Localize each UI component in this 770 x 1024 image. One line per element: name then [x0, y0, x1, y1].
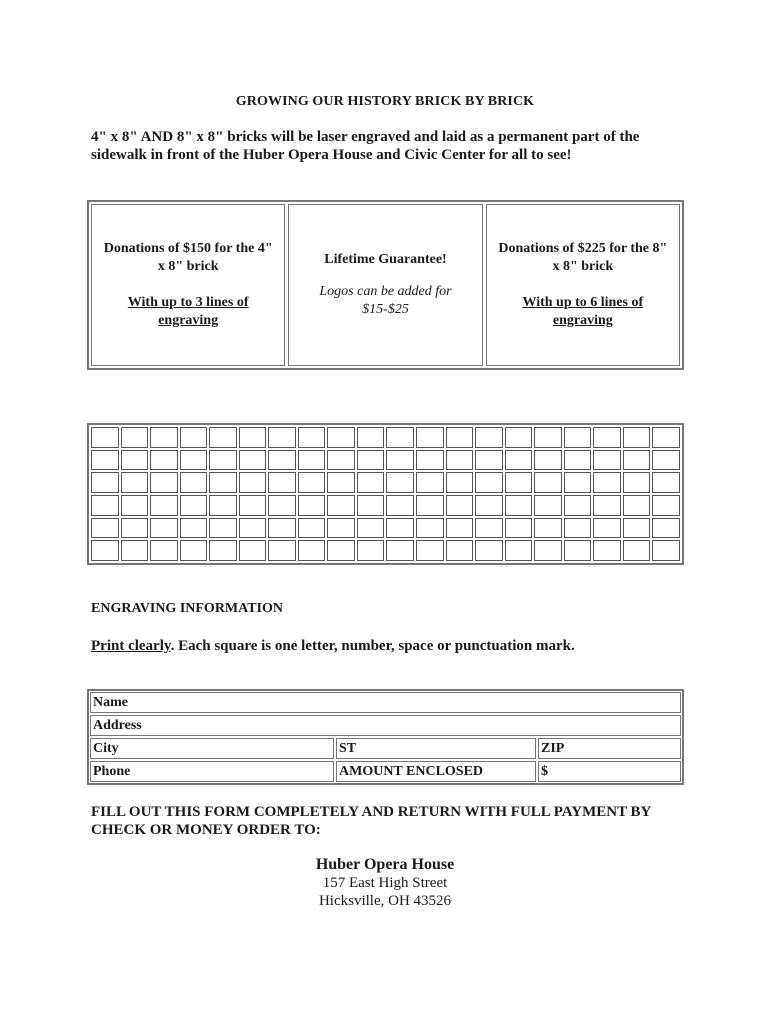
engraving-square[interactable]	[593, 495, 621, 516]
engraving-square[interactable]	[475, 495, 503, 516]
engraving-square[interactable]	[91, 495, 119, 516]
engraving-square[interactable]	[268, 540, 296, 561]
engraving-square[interactable]	[239, 495, 267, 516]
engraving-square[interactable]	[150, 495, 178, 516]
engraving-square[interactable]	[268, 450, 296, 471]
engraving-square[interactable]	[534, 472, 562, 493]
engraving-square[interactable]	[91, 540, 119, 561]
engraving-square[interactable]	[150, 518, 178, 539]
engraving-square[interactable]	[505, 518, 533, 539]
engraving-square[interactable]	[121, 450, 149, 471]
engraving-square[interactable]	[209, 518, 237, 539]
engraving-square[interactable]	[150, 540, 178, 561]
amount-enclosed-label: AMOUNT ENCLOSED	[336, 761, 536, 782]
engraving-square[interactable]	[564, 450, 592, 471]
contact-form	[87, 689, 684, 785]
engraving-square[interactable]	[327, 427, 355, 448]
phone-field[interactable]: Phone	[90, 761, 334, 782]
amount-field[interactable]: $	[538, 761, 681, 782]
engraving-square[interactable]	[298, 472, 326, 493]
engraving-square[interactable]	[505, 450, 533, 471]
engraving-square[interactable]	[298, 495, 326, 516]
engraving-square[interactable]	[180, 472, 208, 493]
engraving-square[interactable]	[386, 427, 414, 448]
engraving-square[interactable]	[593, 518, 621, 539]
mailing-address	[0, 856, 770, 910]
engraving-square[interactable]	[564, 427, 592, 448]
engraving-square[interactable]	[327, 450, 355, 471]
print-clearly: Print clearly	[91, 638, 171, 654]
engraving-square[interactable]	[534, 518, 562, 539]
engraving-square[interactable]	[209, 472, 237, 493]
zip-field[interactable]: ZIP	[538, 738, 681, 759]
engraving-instructions	[91, 637, 691, 655]
engraving-square[interactable]	[91, 427, 119, 448]
engraving-square[interactable]	[564, 495, 592, 516]
engraving-square[interactable]	[505, 427, 533, 448]
engraving-square[interactable]	[239, 450, 267, 471]
engraving-square[interactable]	[652, 518, 680, 539]
name-field[interactable]: Name	[90, 692, 681, 713]
city-state-zip: Hicksville, OH 43526	[318, 893, 452, 909]
engraving-square[interactable]	[386, 495, 414, 516]
engraving-square[interactable]	[623, 495, 651, 516]
engraving-square[interactable]	[446, 540, 474, 561]
engraving-square[interactable]	[357, 472, 385, 493]
engraving-square[interactable]	[416, 472, 444, 493]
engraving-square[interactable]	[593, 450, 621, 471]
engraving-square[interactable]	[593, 472, 621, 493]
engraving-square[interactable]	[623, 450, 651, 471]
engraving-square[interactable]	[446, 472, 474, 493]
engraving-square[interactable]	[121, 427, 149, 448]
donation-4x8-lines: With up to 3 lines of engraving	[127, 295, 249, 328]
engraving-square[interactable]	[505, 540, 533, 561]
engraving-square[interactable]	[416, 495, 444, 516]
engraving-square[interactable]	[593, 427, 621, 448]
engraving-square[interactable]	[475, 540, 503, 561]
engraving-square[interactable]	[475, 518, 503, 539]
engraving-grid	[87, 423, 684, 565]
return-instructions: FILL OUT THIS FORM COMPLETELY AND RETURN WITH FULL PAYMENT BY CHECK OR MONEY ORDER TO:	[91, 804, 651, 838]
engraving-square[interactable]	[416, 450, 444, 471]
org-name: Huber Opera House	[315, 856, 455, 873]
engraving-square[interactable]	[91, 450, 119, 471]
engraving-square[interactable]	[298, 540, 326, 561]
engraving-square[interactable]	[623, 427, 651, 448]
engraving-square[interactable]	[121, 540, 149, 561]
instructions-text: . Each square is one letter, number, space or punctuation mark.	[170, 638, 575, 654]
engraving-square[interactable]	[505, 495, 533, 516]
engraving-square[interactable]	[121, 495, 149, 516]
donation-option-4x8	[91, 204, 285, 366]
engraving-square[interactable]	[180, 450, 208, 471]
engraving-square[interactable]	[298, 427, 326, 448]
engraving-square[interactable]	[416, 540, 444, 561]
city-field[interactable]: City	[90, 738, 334, 759]
engraving-square[interactable]	[357, 427, 385, 448]
engraving-square[interactable]	[298, 450, 326, 471]
engraving-square[interactable]	[564, 472, 592, 493]
engraving-square[interactable]	[268, 518, 296, 539]
engraving-square[interactable]	[268, 495, 296, 516]
lifetime-guarantee: Lifetime Guarantee!	[324, 252, 447, 267]
engraving-square[interactable]	[239, 518, 267, 539]
engraving-square[interactable]	[652, 427, 680, 448]
logos-note: Logos can be added for $15-$25	[319, 284, 452, 317]
engraving-square[interactable]	[386, 472, 414, 493]
engraving-square[interactable]	[150, 472, 178, 493]
engraving-square[interactable]	[209, 427, 237, 448]
engraving-square[interactable]	[534, 540, 562, 561]
engraving-square[interactable]	[209, 495, 237, 516]
donation-4x8-title: Donations of $150 for the 4" x 8" brick	[103, 241, 273, 274]
street: 157 East High Street	[322, 875, 448, 891]
engraving-square[interactable]	[91, 518, 119, 539]
lifetime-guarantee-cell	[288, 204, 482, 366]
page-title: GROWING OUR HISTORY BRICK BY BRICK	[235, 94, 535, 109]
engraving-square[interactable]	[534, 495, 562, 516]
engraving-square[interactable]	[534, 427, 562, 448]
donation-table	[87, 200, 684, 370]
engraving-square[interactable]	[239, 540, 267, 561]
engraving-square[interactable]	[209, 450, 237, 471]
engraving-square[interactable]	[652, 450, 680, 471]
engraving-square[interactable]	[505, 472, 533, 493]
engraving-square[interactable]	[416, 518, 444, 539]
engraving-square[interactable]	[268, 427, 296, 448]
donation-option-8x8	[486, 204, 680, 366]
engraving-square[interactable]	[180, 518, 208, 539]
engraving-square[interactable]	[180, 540, 208, 561]
engraving-square[interactable]	[564, 540, 592, 561]
engraving-square[interactable]	[446, 427, 474, 448]
engraving-square[interactable]	[209, 540, 237, 561]
engraving-square[interactable]	[268, 472, 296, 493]
engraving-square[interactable]	[416, 427, 444, 448]
engraving-square[interactable]	[475, 450, 503, 471]
engraving-square[interactable]	[180, 495, 208, 516]
engraving-square[interactable]	[386, 540, 414, 561]
engraving-square[interactable]	[475, 472, 503, 493]
engraving-square[interactable]	[446, 495, 474, 516]
engraving-square[interactable]	[180, 427, 208, 448]
engraving-square[interactable]	[327, 540, 355, 561]
donation-8x8-title: Donations of $225 for the 8" x 8" brick	[498, 241, 668, 274]
engraving-square[interactable]	[475, 427, 503, 448]
engraving-square[interactable]	[446, 450, 474, 471]
engraving-square[interactable]	[564, 518, 592, 539]
engraving-square[interactable]	[239, 472, 267, 493]
engraving-square[interactable]	[623, 472, 651, 493]
engraving-square[interactable]	[121, 472, 149, 493]
state-field[interactable]: ST	[336, 738, 536, 759]
intro-text: 4" x 8" AND 8" x 8" bricks will be laser engraved and laid as a permanent part of the sidewalk in front of the Huber Opera House and Civic Center for all to see!	[91, 129, 640, 163]
engraving-square[interactable]	[386, 450, 414, 471]
engraving-square[interactable]	[652, 540, 680, 561]
engraving-square[interactable]	[357, 540, 385, 561]
engraving-square[interactable]	[357, 495, 385, 516]
engraving-square[interactable]	[121, 518, 149, 539]
engraving-square[interactable]	[150, 450, 178, 471]
engraving-square[interactable]	[652, 472, 680, 493]
engraving-square[interactable]	[298, 518, 326, 539]
address-field[interactable]: Address	[90, 715, 681, 736]
engraving-square[interactable]	[357, 518, 385, 539]
engraving-square[interactable]	[386, 518, 414, 539]
engraving-square[interactable]	[327, 495, 355, 516]
engraving-square[interactable]	[652, 495, 680, 516]
engraving-square[interactable]	[446, 518, 474, 539]
engraving-square[interactable]	[357, 450, 385, 471]
engraving-square[interactable]	[150, 427, 178, 448]
engraving-square[interactable]	[91, 472, 119, 493]
engraving-square[interactable]	[327, 472, 355, 493]
engraving-square[interactable]	[623, 518, 651, 539]
engraving-square[interactable]	[623, 540, 651, 561]
engraving-square[interactable]	[534, 450, 562, 471]
donation-8x8-lines: With up to 6 lines of engraving	[522, 295, 644, 328]
engraving-square[interactable]	[239, 427, 267, 448]
engraving-square[interactable]	[593, 540, 621, 561]
engraving-title: ENGRAVING INFORMATION	[91, 601, 283, 616]
engraving-square[interactable]	[327, 518, 355, 539]
